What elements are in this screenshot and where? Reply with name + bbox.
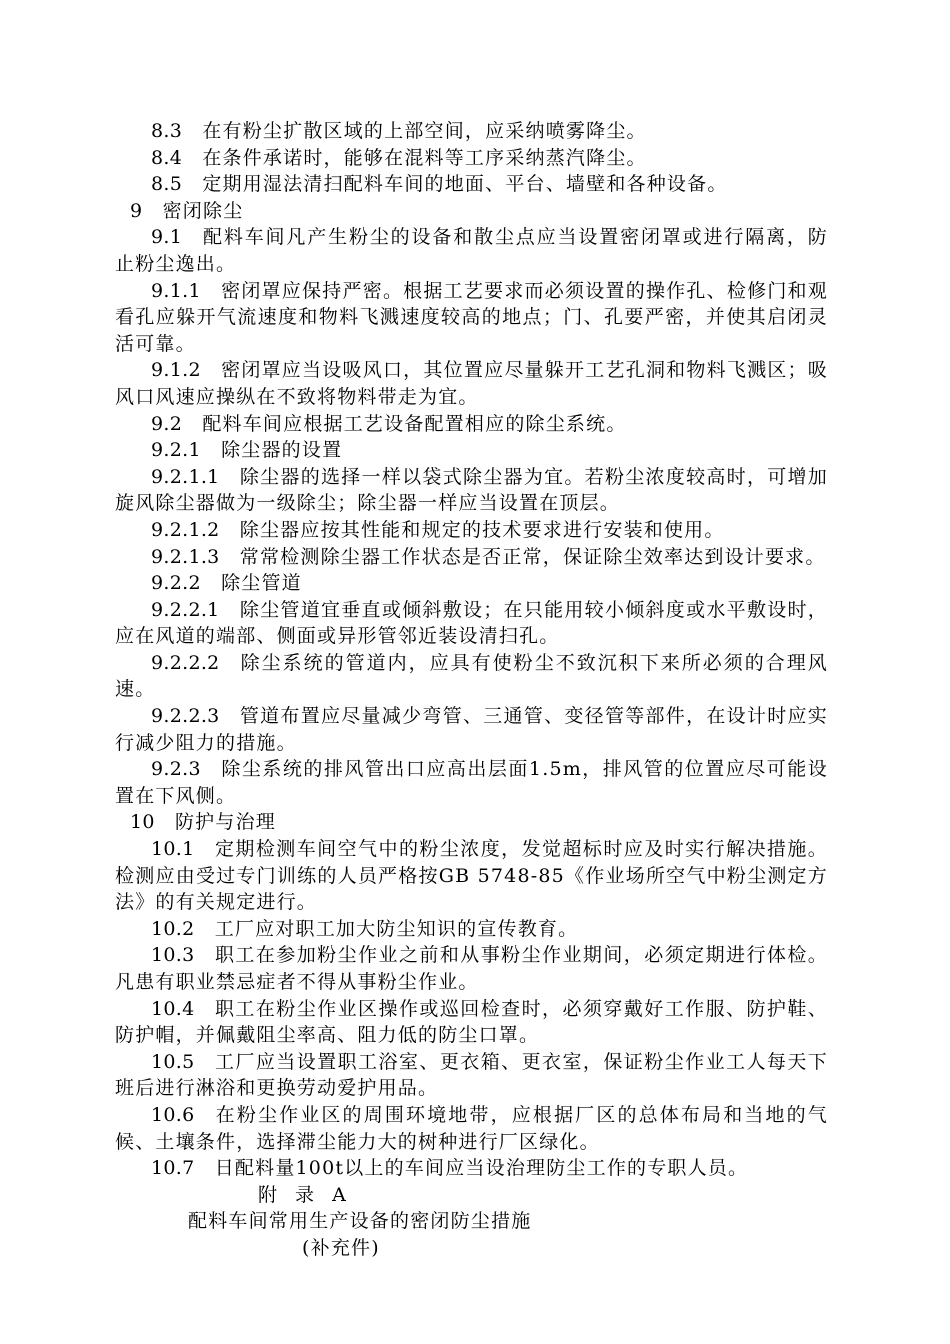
clause-number: 9.2.1.1 — [151, 465, 220, 488]
clause-number: 8.4 — [151, 146, 183, 169]
clause-paragraph — [115, 916, 828, 943]
clause-text: 密闭罩应保持严密。根据工艺要求而必须设置的操作孔、检修门和观看孔应躲开气流速度和物料飞溅速度较高的地点；门、孔要严密，并使其启闭灵活可靠。 — [115, 279, 828, 355]
clause-paragraph — [115, 996, 828, 1049]
clause-number: 10.4 — [151, 997, 195, 1020]
clause-text: 除尘器的设置 — [221, 439, 343, 462]
clause-text: 常常检测除尘器工作状态是否正常，保证除尘效率达到设计要求。 — [239, 545, 826, 568]
document-page — [0, 118, 950, 1262]
clause-number: 9.2.1.3 — [151, 545, 220, 568]
clause-text: 日配料量100t以上的车间应当设治理防尘工作的专职人员。 — [214, 1157, 749, 1180]
clause-paragraph — [115, 357, 828, 410]
clause-text: 定期检测车间空气中的粉尘浓度，发觉超标时应及时实行解决措施。检测应由受过专门训练的人员严格按GB 5748-85《作业场所空气中粉尘测定方法》的有关规定进行。 — [115, 838, 828, 914]
clause-paragraph — [115, 1049, 828, 1102]
clause-text: 在有粉尘扩散区域的上部空间，应采纳喷雾降尘。 — [202, 120, 647, 142]
clause-text: 工厂应当设置职工浴室、更衣箱、更衣室，保证粉尘作业工人每天下班后进行淋浴和更换劳动爱护用品。 — [115, 1050, 828, 1100]
clause-text: 配料车间凡产生粉尘的设备和散尘点应当设置密闭罩或进行隔离，防止粉尘逸出。 — [115, 226, 828, 275]
clause-number: 10 — [130, 811, 155, 834]
clause-text: 在条件承诺时，能够在混料等工序采纳蒸汽降尘。 — [202, 146, 647, 169]
clause-paragraph — [115, 464, 828, 517]
clause-number: 10.6 — [151, 1103, 195, 1126]
clause-paragraph — [115, 756, 828, 809]
clause-text: 配料车间应根据工艺设备配置相应的除尘系统。 — [202, 412, 627, 435]
clause-text: 除尘器的选择一样以袋式除尘器为宜。若粉尘浓度较高时，可增加旋风除尘器做为一级除尘；除尘器一样应当设置在顶层。 — [115, 465, 828, 515]
appendix-title: 附 录 A — [258, 1183, 352, 1206]
clause-number: 9.2.1.2 — [151, 518, 220, 541]
clause-paragraph — [115, 836, 828, 916]
appendix-note: (补充件) — [302, 1236, 380, 1259]
clause-number: 9.2.1 — [151, 439, 201, 462]
clause-paragraph — [115, 703, 828, 756]
clause-paragraph — [115, 942, 828, 995]
clause-number: 9.1.2 — [151, 359, 201, 382]
clause-text: 密闭罩应当设吸风口，其位置应尽量躲开工艺孔洞和物料飞溅区；吸风口风速应操纵在不致将物料带走为宜。 — [115, 359, 828, 408]
clause-number: 9.1.1 — [151, 279, 201, 302]
clause-text: 除尘系统的管道内，应具有使粉尘不致沉积下来所必须的合理风速。 — [115, 651, 828, 701]
clause-paragraph — [115, 118, 828, 145]
clause-number: 10.3 — [151, 944, 195, 967]
clause-text: 职工在粉尘作业区操作或巡回检查时，必须穿戴好工作服、防护鞋、防护帽，并佩戴阻尘率高、阻力低的防尘口罩。 — [115, 997, 828, 1047]
clause-text: 密闭除尘 — [162, 199, 244, 222]
clause-number: 9 — [130, 199, 143, 222]
clause-number: 9.2.2 — [151, 572, 201, 595]
clause-text: 职工在参加粉尘作业之前和从事粉尘作业期间，必须定期进行体检。凡患有职业禁忌症者不得从事粉尘作业。 — [115, 944, 828, 993]
clause-number: 10.7 — [151, 1157, 195, 1180]
clause-number: 10.1 — [151, 838, 195, 861]
clause-paragraph — [115, 145, 828, 172]
clause-paragraph — [115, 544, 828, 571]
clause-text: 防护与治理 — [174, 811, 276, 834]
clause-text: 除尘管道 — [221, 572, 302, 595]
section-heading — [115, 198, 828, 225]
clause-text: 在粉尘作业区的周围环境地带，应根据厂区的总体布局和当地的气候、土壤条件，选择滞尘能力大的树种进行厂区绿化。 — [115, 1103, 828, 1153]
clause-number: 9.2.2.1 — [151, 598, 220, 621]
clause-text: 除尘管道宜垂直或倾斜敷设；在只能用较小倾斜度或水平敷设时，应在风道的端部、侧面或异形管邻近装设清扫孔。 — [115, 598, 828, 648]
clause-text: 工厂应对职工加大防尘知识的宣传教育。 — [214, 917, 579, 940]
clause-paragraph — [115, 517, 828, 544]
clause-paragraph — [115, 1102, 828, 1155]
document-body — [0, 118, 950, 1182]
clause-text: 定期用湿法清扫配料车间的地面、平台、墙壁和各种设备。 — [202, 173, 728, 196]
clause-paragraph — [115, 224, 828, 277]
clause-paragraph — [115, 597, 828, 650]
clause-paragraph — [115, 171, 828, 198]
clause-number: 9.2.2.3 — [151, 705, 220, 728]
clause-paragraph — [115, 278, 828, 358]
clause-number: 9.2.3 — [151, 758, 201, 781]
clause-number: 10.5 — [151, 1050, 195, 1073]
clause-number: 10.2 — [151, 917, 195, 940]
clause-paragraph — [115, 650, 828, 703]
clause-number: 8.3 — [151, 120, 183, 142]
clause-paragraph — [115, 1155, 828, 1182]
clause-paragraph — [115, 437, 828, 464]
clause-text: 除尘系统的排风管出口应高出层面1.5m，排风管的位置应尽可能设置在下风侧。 — [115, 758, 828, 807]
clause-number: 9.2 — [151, 412, 183, 435]
clause-number: 9.1 — [151, 226, 183, 249]
clause-text: 除尘器应按其性能和规定的技术要求进行安装和使用。 — [239, 518, 725, 541]
clause-paragraph — [115, 411, 828, 438]
clause-number: 8.5 — [151, 173, 183, 196]
clause-paragraph — [115, 570, 828, 597]
clause-number: 9.2.2.2 — [151, 651, 220, 674]
clause-text: 管道布置应尽量减少弯管、三通管、变径管等部件，在设计时应实行减少阻力的措施。 — [115, 705, 828, 754]
appendix-subtitle: 配料车间常用生产设备的密闭防尘措施 — [188, 1210, 532, 1233]
section-heading — [115, 809, 828, 836]
